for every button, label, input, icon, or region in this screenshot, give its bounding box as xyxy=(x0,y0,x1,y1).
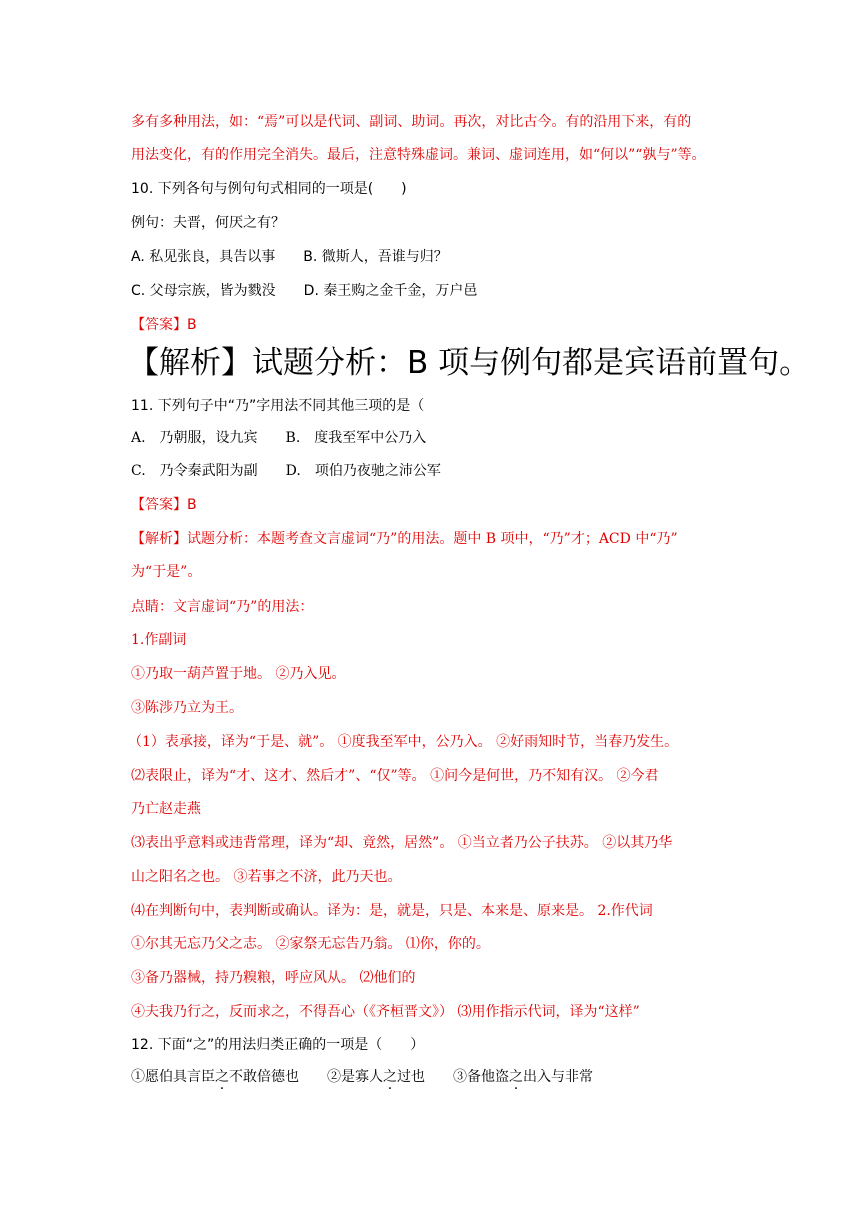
question-10-options-ab: A. 私见张良，具告以事 B. 微斯人，吾谁与归？ xyxy=(131,249,448,265)
tip-line: ①乃取一葫芦置于地。 ②乃入见。 xyxy=(131,666,346,682)
item-text: 出入与非常 xyxy=(523,1069,593,1085)
item-text: 过也 ③备他盗 xyxy=(397,1069,509,1085)
tip-line: ③陈涉乃立为王。 xyxy=(131,700,243,716)
tip-line: ⑵表限止，译为“才、这才、然后才”、“仅”等。 ①问今是何世，乃不知有汉。 ②今君 xyxy=(131,768,659,784)
question-11-answer: 【答案】B xyxy=(131,497,197,513)
tip-line: ③备乃器械，持乃糗粮，呼应风从。 ⑵他们的 xyxy=(131,970,416,986)
tip-line: 乃亡赵走燕 xyxy=(131,801,201,817)
emphasized-char: 之 xyxy=(383,1069,397,1085)
question-10-example: 例句：夫晋，何厌之有？ xyxy=(131,215,285,231)
emphasized-char: 之 xyxy=(509,1069,523,1085)
question-10: 10. 下列各句与例句句式相同的一项是( ) xyxy=(131,181,407,197)
text-line: 用法变化，有的作用完全消失。最后，注意特殊虚词。兼词、虚词连用，如“何以”“孰与”等。 xyxy=(131,147,706,163)
question-11-options-cd: C. 乃令秦武阳为副 D. 项伯乃夜驰之沛公军 xyxy=(131,463,441,479)
item-text: ①愿伯具言臣 xyxy=(131,1069,215,1085)
question-11: 11. 下列句子中“乃”字用法不同其他三项的是（ xyxy=(131,398,425,414)
emphasized-char: 之 xyxy=(215,1069,229,1085)
item-text: 不敢倍德也 ②是寡人 xyxy=(229,1069,383,1085)
tip-line: ①尔其无忘乃父之志。 ②家祭无忘告乃翁。 ⑴你，你的。 xyxy=(131,936,490,952)
question-11-options-ab: A. 乃朝服，设九宾 B. 度我至军中公乃入 xyxy=(131,430,427,446)
question-10-options-cd: C. 父母宗族，皆为戮没 D. 秦王购之金千金，万户邑 xyxy=(131,283,478,299)
question-11-analysis: 【解析】试题分析：本题考查文言虚词“乃”的用法。题中 B 项中，“乃”才；ACD 中“乃” xyxy=(131,531,678,547)
tip-line: ④夫我乃行之，反而求之，不得吾心（《齐桓晋文》） ⑶用作指示代词，译为“这样” xyxy=(131,1004,640,1020)
tip-line: （1）表承接，译为“于是、就”。 ①度我至军中，公乃入。 ②好雨知时节，当春乃发生。 xyxy=(128,734,679,750)
question-10-analysis: 【解析】试题分析：B 项与例句都是宾语前置句。 xyxy=(128,345,811,381)
question-10-answer: 【答案】B xyxy=(131,317,197,333)
tip-line: ⑷在判断句中，表判断或确认。译为：是，就是，只是、本来是、原来是。 2.作代词 xyxy=(131,903,653,919)
tip-line: 山之阳名之也。 ③若事之不济，此乃天也。 xyxy=(131,869,402,885)
tip-title: 点睛：文言虚词“乃”的用法： xyxy=(131,599,314,615)
text-line: 多有多种用法，如：“焉”可以是代词、副词、助词。再次，对比古今。有的沿用下来，有的 xyxy=(131,114,692,130)
tip-line: ⑶表出乎意料或违背常理，译为“却、竟然，居然”。 ①当立者乃公子扶苏。 ②以其乃华 xyxy=(131,835,673,851)
tip-line: 1.作副词 xyxy=(131,632,187,648)
question-12: 12. 下面“之”的用法归类正确的一项是（ ） xyxy=(131,1037,425,1053)
question-11-analysis-cont: 为“于是”。 xyxy=(131,564,202,580)
question-12-items xyxy=(131,1068,593,1086)
